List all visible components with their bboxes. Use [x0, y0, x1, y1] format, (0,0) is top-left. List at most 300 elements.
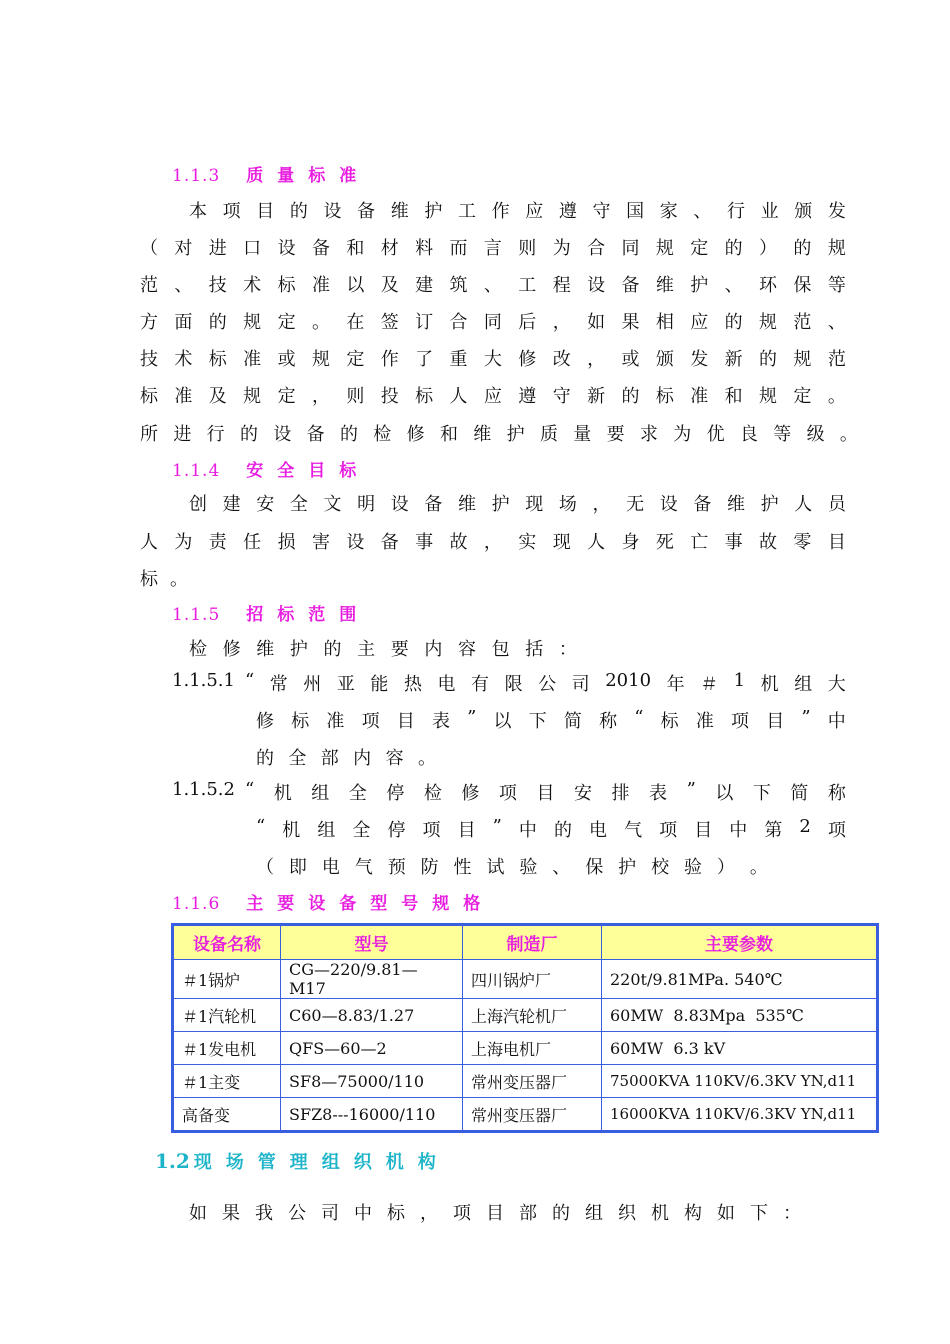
text-glyph: 及: [208, 386, 227, 407]
text-glyph: 修: [461, 783, 480, 804]
text-glyph: 构: [684, 1203, 702, 1224]
section-heading-1-1-3: [172, 161, 370, 186]
text-glyph: 等: [827, 275, 846, 296]
text-glyph: 和: [346, 238, 365, 259]
text-glyph: 定: [277, 386, 296, 407]
text-glyph: 和: [724, 386, 743, 407]
table-cell: 75000KVA 110KV/6.3KV YN,d11: [602, 1065, 878, 1098]
text-glyph: 环: [759, 275, 778, 296]
text-glyph: 定: [277, 312, 296, 333]
text-glyph: ：: [783, 1203, 801, 1224]
text-glyph: 应: [483, 386, 502, 407]
text-glyph: 范: [140, 275, 158, 296]
text-glyph: 。: [839, 424, 858, 445]
text-glyph: 热: [403, 674, 422, 695]
text-glyph: 的: [724, 238, 743, 259]
text-glyph: 守: [552, 386, 571, 407]
text-glyph: 护: [491, 494, 510, 515]
text-glyph: 故: [759, 532, 778, 553]
text-glyph: 2010: [605, 670, 652, 691]
text-glyph: 定: [793, 386, 812, 407]
section-title: 安全目标: [246, 461, 371, 481]
text-glyph: 维: [655, 275, 674, 296]
text-glyph: 标: [415, 386, 434, 407]
text-glyph: 定: [346, 349, 365, 370]
text-glyph: 标: [277, 275, 296, 296]
text-glyph: 目: [486, 1203, 504, 1224]
text-glyph: 害: [311, 532, 330, 553]
text-glyph: 组: [317, 820, 336, 841]
text-glyph: 人: [794, 494, 813, 515]
text-glyph: 颁: [655, 349, 674, 370]
text-glyph: 备: [621, 275, 640, 296]
paragraph-line: [189, 635, 577, 661]
text-glyph: ，: [483, 532, 502, 553]
section-title: 招标范围: [246, 605, 371, 625]
text-glyph: 范: [793, 312, 812, 333]
text-glyph: 为: [174, 532, 193, 553]
text-glyph: 织: [618, 1203, 636, 1224]
text-glyph: 设: [659, 494, 678, 515]
text-glyph: 维: [256, 639, 275, 660]
text-glyph: 签: [380, 312, 399, 333]
text-glyph: 项: [659, 820, 678, 841]
text-glyph: 发: [827, 201, 846, 222]
text-glyph: 护: [618, 857, 637, 878]
text-glyph: 主: [357, 639, 376, 660]
text-glyph: 改: [552, 349, 571, 370]
text-glyph: 以: [493, 711, 512, 732]
text-glyph: 修: [518, 349, 537, 370]
text-glyph: 简: [790, 783, 809, 804]
paragraph-line: [189, 197, 846, 223]
text-glyph: 损: [277, 532, 296, 553]
text-glyph: 目: [457, 820, 476, 841]
text-glyph: 的: [289, 201, 308, 222]
text-glyph: 组: [585, 1203, 603, 1224]
column-header: 制造厂: [463, 925, 602, 960]
text-glyph: 司: [571, 674, 590, 695]
text-glyph: 订: [415, 312, 434, 333]
text-glyph: 遵: [518, 386, 537, 407]
text-glyph: 大: [827, 674, 846, 695]
text-glyph: 验: [683, 857, 702, 878]
text-glyph: 如: [189, 1203, 207, 1224]
text-glyph: 中: [354, 1203, 372, 1224]
text-glyph: 维: [458, 494, 476, 515]
text-glyph: 气: [354, 857, 373, 878]
table-cell: 60MW 6.3 kV: [602, 1032, 878, 1065]
text-glyph: 检: [423, 783, 442, 804]
text-glyph: （: [140, 238, 158, 259]
text-glyph: “: [256, 816, 266, 837]
text-glyph: 性: [453, 857, 472, 878]
text-glyph: 作: [491, 201, 510, 222]
text-glyph: 目: [536, 783, 555, 804]
text-glyph: 维: [473, 424, 492, 445]
text-glyph: 、: [174, 275, 193, 296]
text-glyph: 应: [525, 201, 544, 222]
text-glyph: 零: [793, 532, 812, 553]
text-glyph: 标: [208, 349, 227, 370]
text-glyph: 州: [303, 674, 322, 695]
text-glyph: 设: [587, 275, 606, 296]
paragraph-line: [140, 528, 846, 554]
text-glyph: 的: [724, 312, 743, 333]
section-number: 1.2: [155, 1149, 190, 1173]
text-glyph: 遵: [558, 201, 577, 222]
text-glyph: ”: [492, 816, 502, 837]
text-glyph: “: [245, 779, 255, 800]
text-glyph: 中: [729, 820, 748, 841]
text-glyph: 气: [624, 820, 643, 841]
text-glyph: 备: [357, 201, 376, 222]
text-glyph: 下: [752, 783, 771, 804]
text-glyph: 筑: [449, 275, 468, 296]
text-glyph: 术: [174, 349, 193, 370]
text-glyph: 的: [208, 312, 227, 333]
text-glyph: 员: [827, 494, 846, 515]
text-glyph: 责: [208, 532, 227, 553]
text-glyph: 、: [693, 201, 712, 222]
text-glyph: 全: [289, 494, 308, 515]
table-cell: 16000KVA 110KV/6.3KV YN,d11: [602, 1098, 878, 1132]
column-header: 主要参数: [602, 925, 878, 960]
section-heading-1-2: [155, 1148, 450, 1174]
table-cell: 常州变压器厂: [463, 1098, 602, 1132]
text-glyph: 备: [380, 532, 399, 553]
text-glyph: 称: [827, 783, 846, 804]
text-glyph: 项: [361, 711, 380, 732]
text-glyph: 则: [346, 386, 365, 407]
section-number: 1.1.4: [172, 461, 221, 481]
text-glyph: 后: [518, 312, 537, 333]
list-item-line: [245, 779, 846, 805]
text-glyph: 项: [422, 820, 441, 841]
text-glyph: 维: [727, 494, 745, 515]
text-glyph: 和: [439, 424, 458, 445]
table-cell: QFS—60—2: [281, 1032, 463, 1065]
text-glyph: 保: [793, 275, 812, 296]
text-glyph: 场: [558, 494, 577, 515]
equipment-spec-table: [171, 923, 879, 1133]
text-glyph: 亚: [336, 674, 355, 695]
text-glyph: 排: [611, 783, 630, 804]
text-glyph: 定: [690, 238, 709, 259]
text-glyph: 中: [518, 820, 537, 841]
text-glyph: 良: [739, 424, 758, 445]
text-glyph: 以: [715, 783, 734, 804]
text-glyph: 工: [518, 275, 537, 296]
text-glyph: “: [245, 670, 255, 691]
text-glyph: 限: [504, 674, 523, 695]
column-header: 型号: [281, 925, 463, 960]
text-glyph: 备: [693, 494, 712, 515]
table-cell: 高备变: [173, 1098, 281, 1132]
text-glyph: 准: [174, 386, 193, 407]
text-glyph: 修: [256, 711, 274, 732]
text-glyph: ，: [552, 312, 571, 333]
section-title: 质量标准: [246, 166, 371, 186]
table-cell: 60MW 8.83Mpa 535℃: [602, 999, 878, 1032]
text-glyph: 全: [288, 748, 307, 769]
text-glyph: 项: [498, 783, 517, 804]
text-glyph: 校: [651, 857, 670, 878]
text-glyph: 的: [621, 386, 640, 407]
text-glyph: 为: [673, 424, 692, 445]
text-glyph: 亡: [690, 532, 709, 553]
text-glyph: 程: [552, 275, 571, 296]
list-item-line: [245, 670, 846, 696]
text-glyph: 。: [827, 386, 846, 407]
text-glyph: 事: [724, 532, 743, 553]
table-cell: ＃1主变: [173, 1065, 281, 1098]
text-glyph: 术: [243, 275, 262, 296]
table-cell: 上海汽轮机厂: [463, 999, 602, 1032]
text-glyph: 电: [321, 857, 340, 878]
section-heading-1-1-6: [172, 889, 494, 914]
paragraph-line: [140, 271, 846, 297]
text-glyph: 准: [690, 386, 709, 407]
text-glyph: 表: [649, 783, 668, 804]
text-glyph: 技: [208, 275, 227, 296]
text-glyph: 机: [273, 783, 292, 804]
text-glyph: 设: [273, 424, 292, 445]
table-row: [173, 1065, 878, 1098]
text-glyph: ，: [592, 494, 611, 515]
text-glyph: 故: [449, 532, 468, 553]
paragraph-line: [140, 565, 846, 591]
text-glyph: 料: [415, 238, 434, 259]
text-glyph: 1: [733, 670, 746, 691]
text-glyph: 要: [390, 639, 409, 660]
text-glyph: 电: [589, 820, 608, 841]
text-glyph: 设: [323, 201, 342, 222]
text-glyph: 如: [717, 1203, 735, 1224]
text-glyph: 标: [387, 1203, 405, 1224]
text-glyph: 明: [357, 494, 376, 515]
text-glyph: 相: [655, 312, 674, 333]
text-glyph: 目: [396, 711, 415, 732]
text-glyph: （: [256, 857, 274, 878]
text-glyph: 停: [387, 820, 406, 841]
text-glyph: 验: [519, 857, 538, 878]
text-glyph: 护: [424, 201, 443, 222]
text-glyph: 规: [243, 312, 262, 333]
text-glyph: 国: [626, 201, 645, 222]
table-row: [173, 1032, 878, 1065]
text-glyph: 的: [339, 424, 358, 445]
text-glyph: 中: [827, 711, 846, 732]
paragraph-line: [140, 234, 846, 260]
text-glyph: 所: [140, 424, 158, 445]
text-glyph: 新: [587, 386, 606, 407]
text-glyph: 备: [424, 494, 443, 515]
text-glyph: 进: [173, 424, 192, 445]
text-glyph: 规: [827, 238, 846, 259]
text-glyph: 在: [346, 312, 365, 333]
text-glyph: 备: [306, 424, 325, 445]
text-glyph: 口: [243, 238, 262, 259]
text-glyph: 本: [189, 201, 207, 222]
list-item-number: 1.1.5.1: [172, 670, 235, 691]
text-glyph: 死: [655, 532, 674, 553]
text-glyph: 设: [346, 532, 365, 553]
text-glyph: 行: [727, 201, 745, 222]
table-cell: SF8—75000/110: [281, 1065, 463, 1098]
text-glyph: 为: [552, 238, 571, 259]
text-glyph: 现: [552, 532, 571, 553]
text-glyph: 。: [311, 312, 330, 333]
text-glyph: 容: [458, 639, 476, 660]
text-glyph: “: [634, 707, 644, 728]
text-glyph: 材: [380, 238, 399, 259]
text-glyph: ，: [311, 386, 330, 407]
text-glyph: 人: [140, 532, 158, 553]
text-glyph: 备: [311, 238, 330, 259]
section-number: 1.1.6: [172, 894, 221, 914]
text-glyph: 设: [390, 494, 409, 515]
text-glyph: 如: [587, 312, 606, 333]
text-glyph: 应: [690, 312, 709, 333]
text-glyph: 现: [525, 494, 544, 515]
text-glyph: 同: [621, 238, 640, 259]
text-glyph: 重: [449, 349, 468, 370]
text-glyph: 、: [827, 312, 846, 333]
paragraph-line: [140, 345, 846, 371]
text-glyph: 创: [189, 494, 207, 515]
text-glyph: 或: [277, 349, 296, 370]
text-glyph: 标: [140, 386, 158, 407]
text-glyph: 实: [518, 532, 537, 553]
text-glyph: 目: [827, 532, 846, 553]
text-glyph: 级: [806, 424, 825, 445]
text-glyph: ”: [801, 707, 811, 728]
table-cell: 220t/9.81MPa. 540℃: [602, 960, 878, 999]
text-glyph: 等: [773, 424, 792, 445]
text-glyph: 无: [626, 494, 645, 515]
text-glyph: 作: [380, 349, 399, 370]
text-glyph: 机: [282, 820, 301, 841]
text-glyph: 的: [323, 639, 342, 660]
text-glyph: ：: [558, 639, 577, 660]
text-glyph: 颁: [794, 201, 813, 222]
text-glyph: 合: [587, 238, 606, 259]
text-glyph: 下: [528, 711, 547, 732]
paragraph-line: [189, 1199, 801, 1225]
table-row: [173, 999, 878, 1032]
text-glyph: 规: [655, 238, 674, 259]
text-glyph: 的: [552, 1203, 570, 1224]
text-glyph: 准: [695, 711, 714, 732]
text-glyph: 的: [256, 748, 274, 769]
text-glyph: 果: [222, 1203, 240, 1224]
text-glyph: 即: [288, 857, 307, 878]
text-glyph: 标: [660, 711, 679, 732]
section-heading-1-1-5: [172, 600, 370, 625]
text-glyph: 的: [239, 424, 258, 445]
list-item-line: [256, 853, 768, 879]
text-glyph: 准: [243, 349, 262, 370]
text-glyph: 建: [222, 494, 241, 515]
text-glyph: 了: [415, 349, 434, 370]
text-glyph: 人: [587, 532, 606, 553]
text-glyph: 维: [390, 201, 409, 222]
text-glyph: 设: [277, 238, 296, 259]
list-item-line: [256, 744, 436, 770]
text-glyph: 护: [289, 639, 308, 660]
text-glyph: 、: [483, 275, 502, 296]
text-glyph: 称: [599, 711, 618, 732]
table-header-row: [173, 925, 878, 960]
text-glyph: 而: [449, 238, 468, 259]
text-glyph: 目: [694, 820, 713, 841]
text-glyph: 建: [415, 275, 434, 296]
table-row: [173, 960, 878, 999]
text-glyph: 。: [170, 569, 188, 590]
text-glyph: ，: [420, 1203, 438, 1224]
text-glyph: 检: [189, 639, 207, 660]
text-glyph: 言: [483, 238, 502, 259]
text-glyph: 对: [174, 238, 193, 259]
text-glyph: 文: [323, 494, 342, 515]
paragraph-line: [189, 490, 846, 516]
text-glyph: 项: [453, 1203, 471, 1224]
table-cell: 常州变压器厂: [463, 1065, 602, 1098]
text-glyph: 2: [799, 816, 811, 837]
text-glyph: 以: [346, 275, 365, 296]
text-glyph: 全: [348, 783, 367, 804]
text-glyph: 标: [655, 386, 674, 407]
text-glyph: 简: [563, 711, 582, 732]
text-glyph: 我: [255, 1203, 273, 1224]
text-glyph: 的: [759, 349, 778, 370]
text-glyph: 年: [666, 674, 685, 695]
text-glyph: 优: [706, 424, 725, 445]
table-cell: SFZ8---16000/110: [281, 1098, 463, 1132]
text-glyph: 家: [659, 201, 678, 222]
text-glyph: 项: [731, 711, 750, 732]
table-cell: ＃1锅炉: [173, 960, 281, 999]
text-glyph: 范: [827, 349, 846, 370]
text-glyph: 大: [483, 349, 502, 370]
text-glyph: 司: [321, 1203, 339, 1224]
section-title: 主要设备型号规格: [246, 894, 495, 914]
text-glyph: 目: [256, 201, 275, 222]
text-glyph: 组: [794, 674, 813, 695]
text-glyph: 护: [760, 494, 779, 515]
text-glyph: 护: [506, 424, 525, 445]
text-glyph: 准: [326, 711, 345, 732]
text-glyph: 公: [538, 674, 557, 695]
text-glyph: ”: [686, 779, 696, 800]
text-glyph: 能: [370, 674, 389, 695]
text-glyph: 项: [827, 820, 846, 841]
text-glyph: 部: [320, 748, 339, 769]
text-glyph: 下: [750, 1203, 768, 1224]
column-header: 设备名称: [173, 925, 281, 960]
text-glyph: 、: [724, 275, 743, 296]
text-glyph: 试: [486, 857, 505, 878]
text-glyph: 标: [140, 569, 158, 590]
text-glyph: 守: [592, 201, 611, 222]
text-glyph: 方: [140, 312, 158, 333]
list-item-line: [256, 816, 846, 842]
list-item-number: 1.1.5.2: [172, 779, 235, 800]
text-glyph: 准: [311, 275, 330, 296]
text-glyph: 护: [690, 275, 709, 296]
text-glyph: 有: [471, 674, 490, 695]
